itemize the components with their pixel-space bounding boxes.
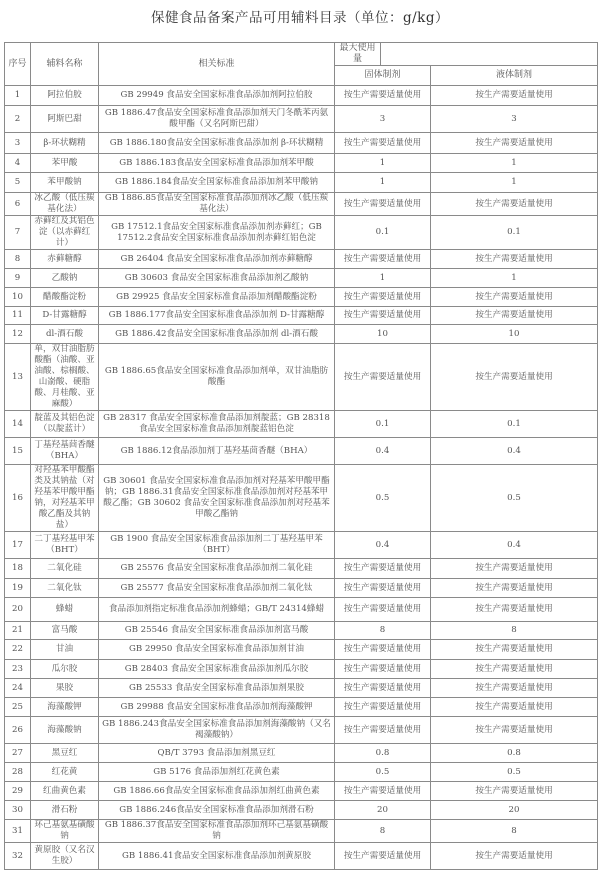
cell-seq: 24 — [5, 679, 31, 698]
cell-solid: 按生产需要适量使用 — [335, 133, 431, 154]
cell-solid: 1 — [335, 154, 431, 173]
cell-name: 乙酸钠 — [31, 269, 99, 288]
table-row — [5, 344, 598, 411]
table-body — [5, 86, 598, 870]
cell-liquid: 1 — [431, 269, 598, 288]
table-header — [5, 43, 598, 86]
table-row — [5, 288, 598, 307]
cell-liquid: 按生产需要适量使用 — [431, 698, 598, 717]
table-row — [5, 532, 598, 559]
header-name: 辅料名称 — [31, 43, 99, 86]
table-row — [5, 717, 598, 744]
cell-solid: 8 — [335, 622, 431, 640]
table-row — [5, 193, 598, 216]
cell-solid: 0.5 — [335, 465, 431, 532]
cell-seq: 27 — [5, 744, 31, 763]
cell-name: 靛蓝及其铝色淀（以靛蓝计） — [31, 411, 99, 438]
cell-solid: 按生产需要适量使用 — [335, 782, 431, 801]
cell-standard: GB 5176 食品添加剂红花黄色素 — [99, 763, 335, 782]
header-standard: 相关标准 — [99, 43, 335, 86]
cell-name: 赤藓红及其铝色淀（以赤藓红计） — [31, 216, 99, 250]
cell-seq: 23 — [5, 660, 31, 679]
cell-name: 二氧化硅 — [31, 559, 99, 579]
cell-standard: GB 26404 食品安全国家标准食品添加剂赤藓糖醇 — [99, 250, 335, 269]
table-row — [5, 559, 598, 579]
cell-standard: GB 29925 食品安全国家标准食品添加剂醋酸酯淀粉 — [99, 288, 335, 307]
cell-solid: 按生产需要适量使用 — [335, 679, 431, 698]
table-row — [5, 622, 598, 640]
cell-liquid: 按生产需要适量使用 — [431, 717, 598, 744]
cell-name: 阿斯巴甜 — [31, 106, 99, 133]
cell-seq: 8 — [5, 250, 31, 269]
cell-standard: GB 1886.243食品安全国家标准食品添加剂海藻酸钠（又名褐藻酸钠） — [99, 717, 335, 744]
cell-name: 甘油 — [31, 640, 99, 660]
cell-solid: 按生产需要适量使用 — [335, 559, 431, 579]
cell-liquid: 0.4 — [431, 438, 598, 465]
cell-liquid: 0.8 — [431, 744, 598, 763]
table-row — [5, 86, 598, 106]
table-row — [5, 250, 598, 269]
cell-liquid: 20 — [431, 801, 598, 820]
cell-seq: 3 — [5, 133, 31, 154]
cell-standard: GB 1886.41食品安全国家标准食品添加剂黄原胶 — [99, 843, 335, 870]
cell-liquid: 按生产需要适量使用 — [431, 598, 598, 622]
cell-name: 赤藓糖醇 — [31, 250, 99, 269]
cell-liquid: 按生产需要适量使用 — [431, 559, 598, 579]
cell-standard: GB 25546 食品安全国家标准食品添加剂富马酸 — [99, 622, 335, 640]
header-max-usage-blank — [381, 43, 598, 66]
table-row — [5, 133, 598, 154]
cell-solid: 20 — [335, 801, 431, 820]
cell-name: 二氧化钛 — [31, 579, 99, 598]
cell-name: 滑石粉 — [31, 801, 99, 820]
table-row — [5, 843, 598, 870]
cell-liquid: 按生产需要适量使用 — [431, 640, 598, 660]
table-row — [5, 106, 598, 133]
cell-liquid: 按生产需要适量使用 — [431, 288, 598, 307]
table-row — [5, 698, 598, 717]
table-row — [5, 744, 598, 763]
cell-name: 单，双甘油脂肪酸酯（油酸、亚油酸、棕榈酸、山嵛酸、硬脂酸、月桂酸、亚麻酸） — [31, 344, 99, 411]
cell-solid: 按生产需要适量使用 — [335, 193, 431, 216]
cell-seq: 7 — [5, 216, 31, 250]
cell-seq: 29 — [5, 782, 31, 801]
cell-standard: GB 29950 食品安全国家标准食品添加剂甘油 — [99, 640, 335, 660]
cell-liquid: 8 — [431, 622, 598, 640]
cell-liquid: 0.1 — [431, 216, 598, 250]
cell-liquid: 按生产需要适量使用 — [431, 579, 598, 598]
cell-name: 果胶 — [31, 679, 99, 698]
cell-name: 对羟基苯甲酸酯类及其钠盐（对羟基苯甲酸甲酯钠，对羟基苯甲酸乙酯及其钠盐） — [31, 465, 99, 532]
cell-solid: 0.4 — [335, 532, 431, 559]
table-row — [5, 438, 598, 465]
cell-liquid: 按生产需要适量使用 — [431, 193, 598, 216]
cell-seq: 30 — [5, 801, 31, 820]
cell-liquid: 按生产需要适量使用 — [431, 782, 598, 801]
cell-seq: 15 — [5, 438, 31, 465]
cell-seq: 14 — [5, 411, 31, 438]
cell-standard: GB 1886.180食品安全国家标准食品添加剂 β-环状糊精 — [99, 133, 335, 154]
cell-solid: 0.1 — [335, 411, 431, 438]
cell-name: dl-酒石酸 — [31, 325, 99, 344]
cell-name: 瓜尔胶 — [31, 660, 99, 679]
cell-standard: GB 29949 食品安全国家标准食品添加剂阿拉伯胶 — [99, 86, 335, 106]
cell-standard: GB 1886.183食品安全国家标准食品添加剂苯甲酸 — [99, 154, 335, 173]
cell-liquid: 按生产需要适量使用 — [431, 679, 598, 698]
cell-standard: GB 1886.42食品安全国家标准食品添加剂 dl-酒石酸 — [99, 325, 335, 344]
cell-name: 醋酸酯淀粉 — [31, 288, 99, 307]
table-row — [5, 465, 598, 532]
table-row — [5, 216, 598, 250]
table-row — [5, 679, 598, 698]
cell-liquid: 按生产需要适量使用 — [431, 660, 598, 679]
cell-standard: GB 1886.66食品安全国家标准食品添加剂红曲黄色素 — [99, 782, 335, 801]
cell-liquid: 0.5 — [431, 465, 598, 532]
cell-standard: GB 17512.1食品安全国家标准食品添加剂赤藓红；GB 17512.2食品安全国家标准食品添加剂赤藓红铝色淀 — [99, 216, 335, 250]
cell-solid: 按生产需要适量使用 — [335, 717, 431, 744]
cell-seq: 19 — [5, 579, 31, 598]
cell-solid: 按生产需要适量使用 — [335, 579, 431, 598]
cell-name: 苯甲酸钠 — [31, 173, 99, 193]
excipient-catalog-table — [4, 42, 598, 870]
cell-liquid: 3 — [431, 106, 598, 133]
cell-standard: GB 1886.85食品安全国家标准食品添加剂冰乙酸（低压羰基化法） — [99, 193, 335, 216]
cell-name: 环己基氨基磺酸钠 — [31, 820, 99, 843]
cell-solid: 按生产需要适量使用 — [335, 288, 431, 307]
cell-seq: 22 — [5, 640, 31, 660]
document-title: 保健食品备案产品可用辅料目录（单位：g/kg） — [150, 10, 449, 26]
cell-name: 红花黄 — [31, 763, 99, 782]
cell-standard: GB 28317 食品安全国家标准食品添加剂靛蓝；GB 28318 食品安全国家标准食品添加剂靛蓝铝色淀 — [99, 411, 335, 438]
cell-solid: 0.4 — [335, 438, 431, 465]
cell-solid: 按生产需要适量使用 — [335, 598, 431, 622]
cell-solid: 3 — [335, 106, 431, 133]
cell-liquid: 0.4 — [431, 532, 598, 559]
cell-solid: 1 — [335, 173, 431, 193]
cell-name: 阿拉伯胶 — [31, 86, 99, 106]
cell-solid: 按生产需要适量使用 — [335, 250, 431, 269]
cell-name: 黑豆红 — [31, 744, 99, 763]
cell-solid: 按生产需要适量使用 — [335, 307, 431, 325]
cell-seq: 9 — [5, 269, 31, 288]
table-row — [5, 763, 598, 782]
cell-name: 富马酸 — [31, 622, 99, 640]
cell-seq: 31 — [5, 820, 31, 843]
cell-seq: 10 — [5, 288, 31, 307]
cell-solid: 0.1 — [335, 216, 431, 250]
cell-liquid: 0.1 — [431, 411, 598, 438]
cell-name: 蜂蜡 — [31, 598, 99, 622]
cell-seq: 32 — [5, 843, 31, 870]
cell-standard: GB 1886.177食品安全国家标准食品添加剂 D-甘露糖醇 — [99, 307, 335, 325]
cell-seq: 21 — [5, 622, 31, 640]
cell-liquid: 按生产需要适量使用 — [431, 307, 598, 325]
cell-seq: 20 — [5, 598, 31, 622]
cell-liquid: 10 — [431, 325, 598, 344]
table-row — [5, 598, 598, 622]
cell-standard: GB 30603 食品安全国家标准食品添加剂乙酸钠 — [99, 269, 335, 288]
table-row — [5, 154, 598, 173]
cell-standard: GB 25577 食品安全国家标准食品添加剂二氧化钛 — [99, 579, 335, 598]
table-row — [5, 660, 598, 679]
cell-seq: 17 — [5, 532, 31, 559]
header-max-usage: 最大使用量 — [335, 43, 381, 66]
cell-standard: GB 1886.246食品安全国家标准食品添加剂滑石粉 — [99, 801, 335, 820]
cell-name: 二丁基羟基甲苯（BHT） — [31, 532, 99, 559]
cell-seq: 25 — [5, 698, 31, 717]
cell-seq: 1 — [5, 86, 31, 106]
cell-name: 冰乙酸（低压羰基化法） — [31, 193, 99, 216]
cell-seq: 18 — [5, 559, 31, 579]
cell-standard: GB 1886.65食品安全国家标准食品添加剂单，双甘油脂肪酸酯 — [99, 344, 335, 411]
cell-name: β-环状糊精 — [31, 133, 99, 154]
cell-liquid: 8 — [431, 820, 598, 843]
cell-name: 红曲黄色素 — [31, 782, 99, 801]
cell-liquid: 按生产需要适量使用 — [431, 250, 598, 269]
cell-name: 海藻酸钠 — [31, 717, 99, 744]
cell-seq: 11 — [5, 307, 31, 325]
cell-seq: 12 — [5, 325, 31, 344]
cell-name: 海藻酸钾 — [31, 698, 99, 717]
cell-liquid: 按生产需要适量使用 — [431, 843, 598, 870]
cell-seq: 26 — [5, 717, 31, 744]
cell-solid: 按生产需要适量使用 — [335, 843, 431, 870]
cell-seq: 5 — [5, 173, 31, 193]
table-row — [5, 325, 598, 344]
cell-solid: 8 — [335, 820, 431, 843]
cell-liquid: 1 — [431, 173, 598, 193]
cell-standard: GB 1886.37食品安全国家标准食品添加剂环己基氨基磺酸钠 — [99, 820, 335, 843]
cell-solid: 按生产需要适量使用 — [335, 86, 431, 106]
cell-solid: 0.8 — [335, 744, 431, 763]
cell-solid: 1 — [335, 269, 431, 288]
header-solid: 固体制剂 — [335, 66, 431, 86]
cell-standard: GB 29988 食品安全国家标准食品添加剂海藻酸钾 — [99, 698, 335, 717]
cell-name: 丁基羟基茴香醚（BHA） — [31, 438, 99, 465]
cell-name: 黄原胶（又名汉生胶） — [31, 843, 99, 870]
cell-standard: GB 25533 食品安全国家标准食品添加剂果胶 — [99, 679, 335, 698]
table-row — [5, 307, 598, 325]
header-liquid: 液体制剂 — [431, 66, 598, 86]
table-row — [5, 269, 598, 288]
cell-standard: GB 1886.184食品安全国家标准食品添加剂苯甲酸钠 — [99, 173, 335, 193]
cell-solid: 按生产需要适量使用 — [335, 698, 431, 717]
cell-name: 苯甲酸 — [31, 154, 99, 173]
cell-liquid: 按生产需要适量使用 — [431, 86, 598, 106]
cell-seq: 2 — [5, 106, 31, 133]
table-row — [5, 411, 598, 438]
cell-standard: GB 25576 食品安全国家标准食品添加剂二氧化硅 — [99, 559, 335, 579]
cell-name: D-甘露糖醇 — [31, 307, 99, 325]
cell-solid: 按生产需要适量使用 — [335, 640, 431, 660]
cell-liquid: 0.5 — [431, 763, 598, 782]
cell-standard: GB 1886.12食品添加剂丁基羟基茴香醚（BHA） — [99, 438, 335, 465]
cell-seq: 16 — [5, 465, 31, 532]
header-seq: 序号 — [5, 43, 31, 86]
cell-liquid: 1 — [431, 154, 598, 173]
cell-standard: GB 1900 食品安全国家标准食品添加剂二丁基羟基甲苯（BHT） — [99, 532, 335, 559]
cell-standard: GB 30601 食品安全国家标准食品添加剂对羟基苯甲酸甲酯钠；GB 1886.31食品安全国家标准食品添加剂对羟基苯甲酸乙酯；GB 30602 食品安全国家标准食品添加剂对羟基苯甲酸乙酯钠 — [99, 465, 335, 532]
table-row — [5, 640, 598, 660]
table-row — [5, 173, 598, 193]
cell-standard: GB 1886.47食品安全国家标准食品添加剂天门冬酰苯丙氨酸甲酯（又名阿斯巴甜） — [99, 106, 335, 133]
cell-seq: 4 — [5, 154, 31, 173]
cell-seq: 13 — [5, 344, 31, 411]
cell-standard: 食品添加剂指定标准食品添加剂蜂蜡；GB/T 24314蜂蜡 — [99, 598, 335, 622]
table-row — [5, 801, 598, 820]
cell-liquid: 按生产需要适量使用 — [431, 344, 598, 411]
table-row — [5, 820, 598, 843]
cell-solid: 按生产需要适量使用 — [335, 344, 431, 411]
cell-standard: QB/T 3793 食品添加剂黑豆红 — [99, 744, 335, 763]
cell-solid: 0.5 — [335, 763, 431, 782]
table-row — [5, 782, 598, 801]
cell-standard: GB 28403 食品安全国家标准食品添加剂瓜尔胶 — [99, 660, 335, 679]
cell-seq: 6 — [5, 193, 31, 216]
cell-liquid: 按生产需要适量使用 — [431, 133, 598, 154]
table-row — [5, 579, 598, 598]
cell-seq: 28 — [5, 763, 31, 782]
cell-solid: 10 — [335, 325, 431, 344]
cell-solid: 按生产需要适量使用 — [335, 660, 431, 679]
